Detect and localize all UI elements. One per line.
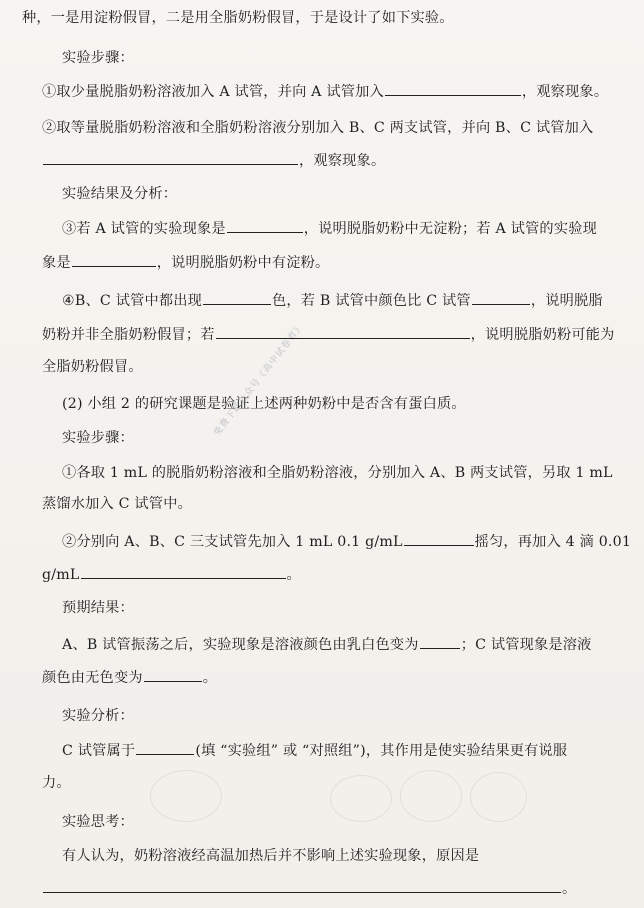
watermark-text: 免费下载公众号《高中试卷君》 bbox=[212, 321, 307, 439]
text-line bbox=[42, 878, 576, 899]
section-heading-expected: 预期结果： bbox=[62, 600, 134, 616]
line-text: ②分别向 A、B、C 三支试管先加入 1 mL 0.1 g/mL bbox=[62, 534, 403, 550]
text-line: 力。 bbox=[42, 775, 71, 791]
answer-blank[interactable] bbox=[420, 634, 460, 649]
text-line bbox=[42, 252, 329, 273]
section-heading-thinking: 实验思考： bbox=[62, 814, 134, 830]
answer-blank[interactable] bbox=[385, 81, 521, 96]
line-text: ①取少量脱脂奶粉溶液加入 A 试管，并向 A 试管加入 bbox=[42, 84, 384, 100]
text-line: ①各取 1 mL 的脱脂奶粉溶液和全脂奶粉溶液，分别加入 A、B 两支试管，另取 1 mL bbox=[62, 465, 613, 481]
answer-blank[interactable] bbox=[404, 531, 474, 546]
line-text: C 试管属于 bbox=[62, 743, 136, 759]
answer-blank[interactable] bbox=[43, 878, 561, 893]
section-heading-analysis: 实验分析： bbox=[62, 708, 134, 724]
text-line bbox=[42, 667, 217, 688]
line-text: (填 “实验组” 或 “对照组”)，其作用是使实验结果更有说服 bbox=[195, 743, 568, 759]
text-line bbox=[62, 218, 597, 239]
line-text: ，说明脱脂奶粉中有淀粉。 bbox=[156, 255, 330, 271]
bleed-through-mark bbox=[470, 772, 527, 822]
line-text: ，观察现象。 bbox=[299, 153, 386, 169]
line-text: ，说明脱脂奶粉可能为 bbox=[470, 327, 615, 343]
line-text: ，观察现象。 bbox=[521, 84, 609, 100]
answer-blank[interactable] bbox=[227, 218, 303, 233]
line-text: ④B、C 试管中都出现 bbox=[62, 293, 203, 309]
text-line bbox=[42, 564, 301, 585]
line-text: ③若 A 试管的实验现象是 bbox=[62, 221, 226, 237]
answer-blank[interactable] bbox=[216, 324, 470, 339]
line-text: A、B 试管振荡之后，实验现象是溶液颜色由乳白色变为 bbox=[62, 637, 419, 653]
line-text: 奶粉并非全脂奶粉假冒；若 bbox=[42, 327, 215, 343]
line-text: 摇匀，再加入 4 滴 0.01 bbox=[474, 534, 632, 550]
answer-blank[interactable] bbox=[72, 252, 156, 267]
line-text: g/mL bbox=[42, 567, 80, 583]
bleed-through-mark bbox=[400, 770, 462, 822]
text-line: 全脂奶粉假冒。 bbox=[42, 359, 143, 375]
text-line bbox=[62, 290, 603, 311]
line-text: 象是 bbox=[42, 255, 71, 271]
text-line: 种，一是用淀粉假冒，二是用全脂奶粉假冒，于是设计了如下实验。 bbox=[22, 10, 454, 26]
text-line bbox=[42, 324, 615, 345]
bleed-through-mark bbox=[330, 775, 392, 822]
text-line: 蒸馏水加入 C 试管中。 bbox=[42, 496, 192, 512]
line-text: 色，若 B 试管中颜色比 C 试管 bbox=[272, 293, 471, 309]
answer-blank[interactable] bbox=[43, 150, 298, 165]
answer-blank[interactable] bbox=[81, 564, 286, 579]
text-line bbox=[42, 150, 385, 171]
line-text: 。 bbox=[202, 670, 218, 686]
text-line: 有人认为，奶粉溶液经高温加热后并不影响上述实验现象，原因是 bbox=[62, 848, 480, 864]
section-heading-steps: 实验步骤： bbox=[62, 50, 134, 66]
line-text: 。 bbox=[286, 567, 301, 583]
line-text: ，说明脱脂奶粉中无淀粉；若 A 试管的实验现 bbox=[303, 221, 597, 237]
answer-blank[interactable] bbox=[136, 740, 194, 755]
line-text: 颜色由无色变为 bbox=[42, 670, 143, 686]
text-line: ②取等量脱脂奶粉溶液和全脂奶粉溶液分别加入 B、C 两支试管，并向 B、C 试管加入 bbox=[42, 120, 594, 136]
text-line bbox=[62, 634, 592, 655]
answer-blank[interactable] bbox=[144, 667, 202, 682]
line-text: 。 bbox=[562, 881, 577, 897]
line-text: ；C 试管现象是溶液 bbox=[460, 637, 592, 653]
text-line bbox=[42, 81, 608, 102]
answer-blank[interactable] bbox=[203, 290, 271, 305]
bleed-through-mark bbox=[150, 770, 222, 822]
text-line bbox=[62, 740, 567, 761]
line-text: ，说明脱脂 bbox=[530, 293, 603, 309]
answer-blank[interactable] bbox=[472, 290, 530, 305]
text-line bbox=[62, 531, 631, 552]
text-line: (2) 小组 2 的研究课题是验证上述两种奶粉中是否含有蛋白质。 bbox=[62, 396, 466, 412]
section-heading-results: 实验结果及分析： bbox=[62, 186, 178, 202]
section-heading-steps-2: 实验步骤： bbox=[62, 430, 134, 446]
